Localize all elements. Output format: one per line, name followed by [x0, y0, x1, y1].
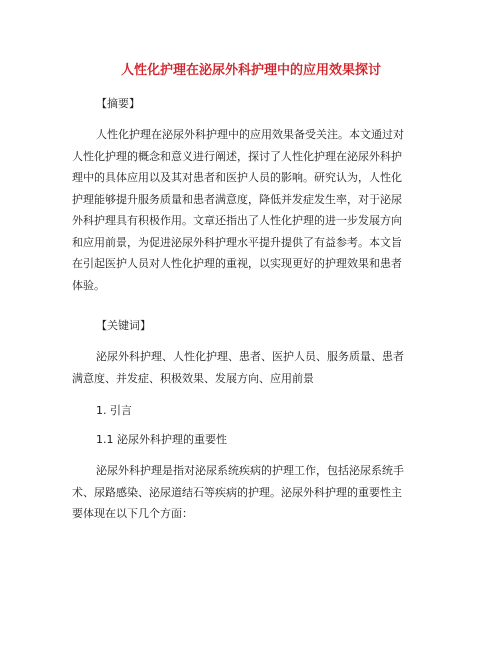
- section-1-1-line: 术、尿路感染、泌尿道结石等疾病的护理。泌尿外科护理的重要性主: [72, 485, 402, 499]
- keywords-line: 泌尿外科护理、人性化护理、患者、医护人员、服务质量、患者: [96, 350, 404, 363]
- abstract-line: 体验。: [72, 278, 105, 292]
- section-1-1-paragraph: [72, 460, 434, 525]
- keywords-heading: 【关键词】: [96, 319, 151, 332]
- document-title: 人性化护理在泌尿外科护理中的应用效果探讨: [120, 63, 381, 78]
- abstract-heading: 【摘要】: [96, 97, 140, 110]
- keywords-paragraph: [72, 346, 434, 389]
- section-1-1-heading: 1.1 泌尿外科护理的重要性: [96, 433, 227, 446]
- abstract-line: 和应用前景，为促进泌尿外科护理水平提升提供了有益参考。本文旨: [72, 235, 402, 249]
- section-1-1-line: 泌尿外科护理是指对泌尿系统疾病的护理工作，包括泌尿系统手: [96, 464, 404, 477]
- abstract-line: 外科护理具有积极作用。文章还指出了人性化护理的进一步发展方向: [72, 214, 402, 227]
- abstract-line: 人性化护理的概念和意义进行阐述，探讨了人性化护理在泌尿外科护: [72, 149, 402, 163]
- abstract-line: 在引起医护人员对人性化护理的重视，以实现更好的护理效果和患者: [72, 257, 402, 270]
- abstract-paragraph: [72, 124, 434, 296]
- abstract-line: 人性化护理在泌尿外科护理中的应用效果备受关注。本文通过对: [96, 128, 404, 141]
- keywords-line: 满意度、并发症、积极效果、发展方向、应用前景: [72, 371, 314, 385]
- section-1-heading: 1. 引言: [96, 404, 132, 417]
- abstract-line: 理中的具体应用以及其对患者和医护人员的影响。研究认为，人性化: [72, 171, 402, 184]
- section-1-1-line: 要体现在以下几个方面：: [72, 507, 193, 520]
- abstract-line: 护理能够提升服务质量和患者满意度，降低并发症发生率，对于泌尿: [72, 192, 402, 206]
